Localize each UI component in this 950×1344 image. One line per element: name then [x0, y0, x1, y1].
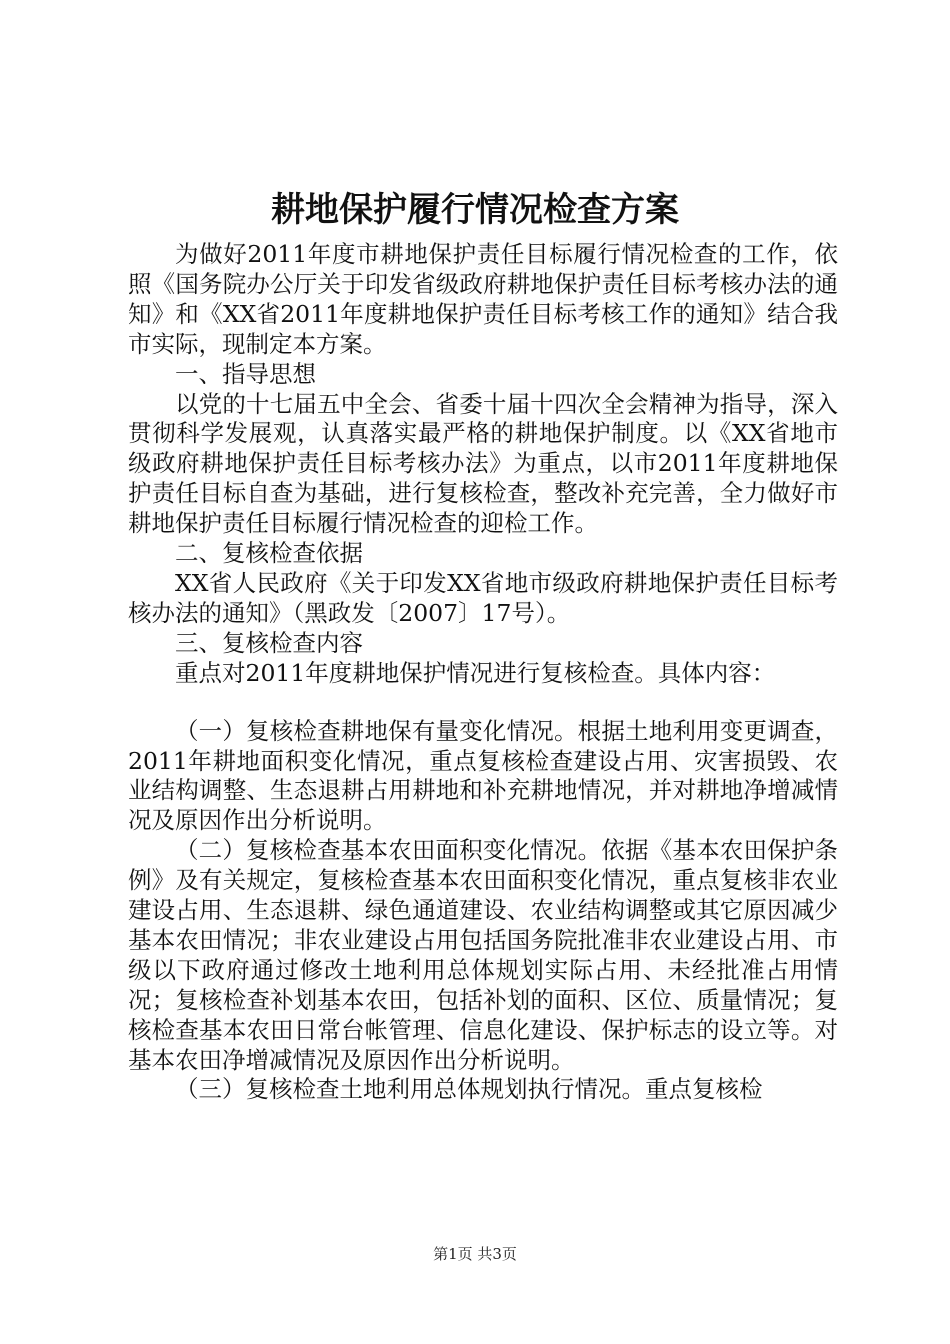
document-title: 耕地保护履行情况检查方案 [271, 190, 679, 230]
document-body [128, 240, 838, 1105]
section-heading-content: 三、复核检查内容 [175, 628, 363, 657]
intro-paragraph: 为做好2011年度市耕地保护责任目标履行情况检查的工作，依照《国务院办公厅关于印发省级政府耕地保护责任目标考核办法的通知》和《XX省2011年度耕地保护责任目标考核工作的通知》结合我市实际，现制定本方案。 [128, 240, 838, 358]
section-heading-guiding-ideology: 一、指导思想 [175, 359, 316, 388]
content-intro-paragraph: 重点对2011年度耕地保护情况进行复核检查。具体内容： [175, 658, 776, 687]
content-item-2-paragraph: （二）复核检查基本农田面积变化情况。依据《基本农田保护条例》及有关规定，复核检查基本农田面积变化情况，重点复核非农业建设占用、生态退耕、绿色通道建设、农业结构调整或其它原因减少基本农田情况；非农业建设占用包括国务院批准非农业建设占用、市级以下政府通过修改土地利用总体规划实际占用、未经批准占用情况；复核检查补划基本农田，包括补划的面积、区位、质量情况；复核检查基本农田日常台帐管理、信息化建设、保护标志的设立等。对基本农田净增减情况及原因作出分析说明。 [128, 836, 838, 1074]
content-item-1-paragraph: （一）复核检查耕地保有量变化情况。根据土地利用变更调查，2011年耕地面积变化情况，重点复核检查建设占用、灾害损毁、农业结构调整、生态退耕占用耕地和补充耕地情况，并对耕地净增减情况及原因作出分析说明。 [128, 716, 838, 835]
basis-paragraph: XX省人民政府《关于印发XX省地市级政府耕地保护责任目标考核办法的通知》（黑政发〔2007〕17号）。 [128, 568, 838, 627]
page-number-footer: 第1页 共3页 [433, 1245, 517, 1263]
content-item-3-paragraph: （三）复核检查土地利用总体规划执行情况。重点复核检 [175, 1075, 763, 1104]
guiding-ideology-paragraph: 以党的十七届五中全会、省委十届十四次全会精神为指导，深入贯彻科学发展观，认真落实最严格的耕地保护制度。以《XX省地市级政府耕地保护责任目标考核办法》为重点，以市2011年度耕地保护责任目标自查为基础，进行复核检查，整改补充完善，全力做好市耕地保护责任目标履行情况检查的迎检工作。 [128, 389, 838, 538]
section-heading-basis: 二、复核检查依据 [175, 539, 363, 568]
